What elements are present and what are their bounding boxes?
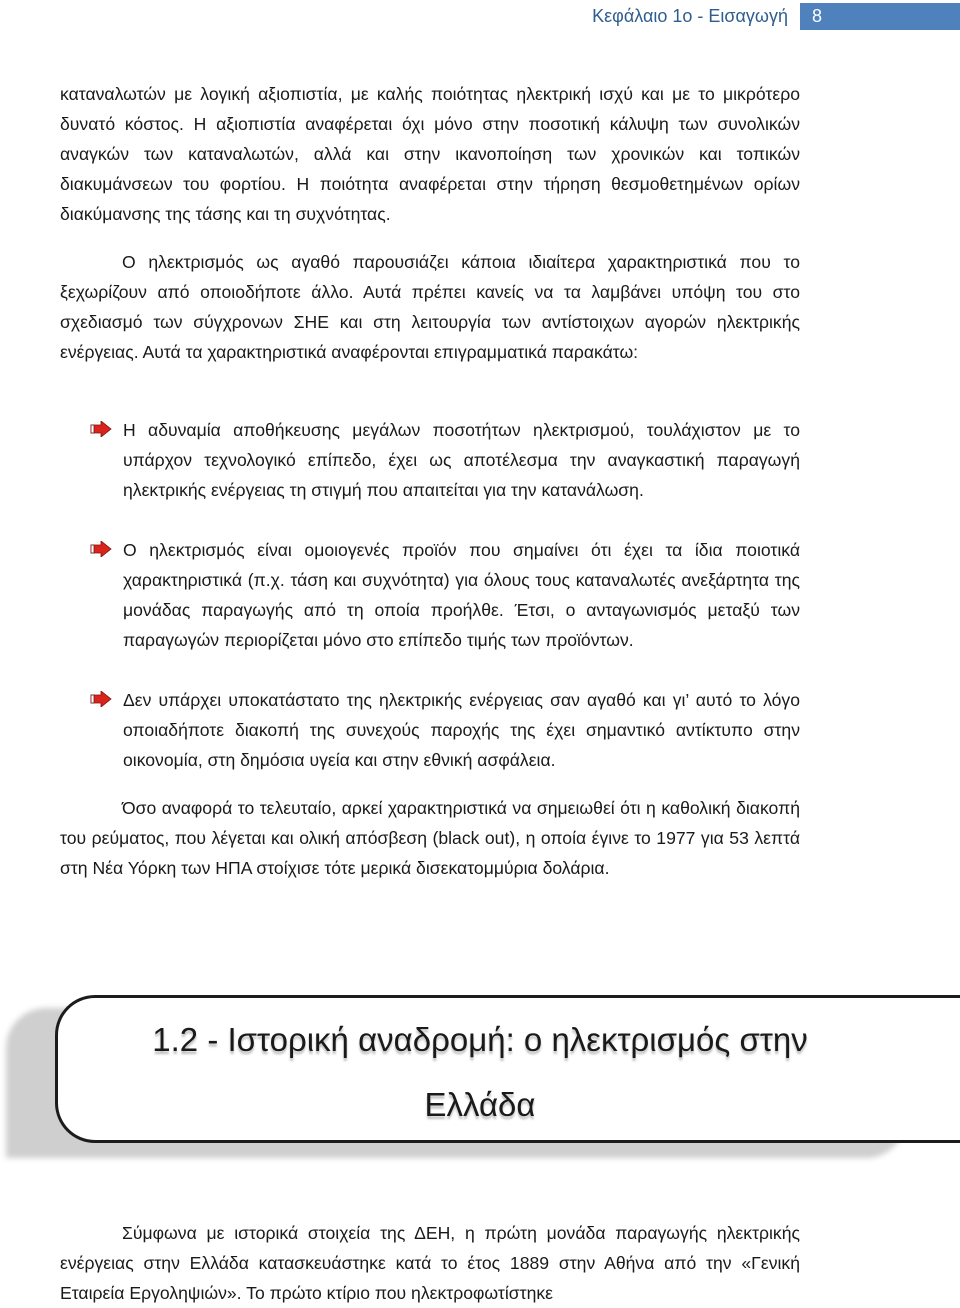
section-heading-line-1: 1.2 - Ιστορική αναδρομή: ο ηλεκτρισμός στην [152, 1021, 808, 1058]
right-arrow-icon [90, 541, 112, 557]
bullet-item-2: Ο ηλεκτρισμός είναι ομοιογενές προϊόν που σημαίνει ότι έχει τα ίδια ποιοτικά χαρακτηριστικά (π.χ. τάση και συχνότητα) για όλους τους καταναλωτές ανεξάρτητα της μονάδας παραγωγής από τη οποία προήλθε. Έτσι, ο ανταγωνισμός μεταξύ των παραγωγών περιορίζεται μόνο στο επίπεδο τιμής των προϊόντων. [123, 540, 800, 650]
paragraph-3: Όσο αναφορά το τελευταίο, αρκεί χαρακτηριστικά να σημειωθεί ότι η καθολική διακοπή του ρεύματος, που λέγεται και ολική απόσβεση (black out), η οποία έγινε το 1977 για 53 λεπτά στη Νέα Υόρκη των ΗΠΑ στοίχισε τότε μερικά δισεκατομμύρια δολάρια. [60, 798, 800, 878]
bullet-item-1: Η αδυναμία αποθήκευσης μεγάλων ποσοτήτων ηλεκτρισμού, τουλάχιστον με το υπάρχον τεχνολογικό επίπεδο, έχει ως αποτέλεσμα την αναγκαστική παραγωγή ηλεκτρικής ενέργειας τη στιγμή που απαιτείται για την κατανάλωση. [123, 420, 800, 500]
chapter-title: Κεφάλαιο 1ο - Εισαγωγή [592, 6, 788, 26]
page-header [0, 0, 960, 36]
paragraph-2: Ο ηλεκτρισμός ως αγαθό παρουσιάζει κάποια ιδιαίτερα χαρακτηριστικά που το ξεχωρίζουν από οποιοδήποτε άλλο. Αυτά πρέπει κανείς να τα λαμβάνει υπόψη του στο σχεδιασμό των σύγχρονων ΣΗΕ και στη λειτουργία των αντίστοιχων αγορών ηλεκτρικής ενέργειας. Αυτά τα χαρακτηριστικά αναφέρονται επιγραμματικά παρακάτω: [60, 252, 800, 362]
bullet-item-3: Δεν υπάρχει υποκατάστατο της ηλεκτρικής ενέργειας σαν αγαθό και γι’ αυτό το λόγο οποιαδήποτε διακοπή της συνεχούς παροχής της έχει σημαντικό αντίκτυπο στην οικονομία, στη δημόσια υγεία και στην εθνική ασφάλεια. [123, 690, 800, 770]
paragraph-4: Σύμφωνα με ιστορικά στοιχεία της ΔΕΗ, η πρώτη μονάδα παραγωγής ηλεκτρικής ενέργειας στην Ελλάδα κατασκευάστηκε κατά το έτος 1889 στην Αθήνα από την «Γενική Εταιρεία Εργοληψιών». Το πρώτο κτίριο που ηλεκτροφωτίστηκε [60, 1223, 800, 1303]
section-heading-line-2: Ελλάδα [424, 1086, 536, 1123]
paragraph-1: καταναλωτών με λογική αξιοπιστία, με καλής ποιότητας ηλεκτρική ισχύ και με το μικρότερο δυνατό κόστος. Η αξιοπιστία αναφέρεται όχι μόνο στην ποσοτική κάλυψη των συνολικών αναγκών των καταναλωτών, αλλά και στην ικανοποίηση των χρονικών και τοπικών διακυμάνσεων του φορτίου. Η ποιότητα αναφέρεται στην τήρηση θεσμοθετημένων ορίων διακύμανσης της τάσης και τη συχνότητας. [60, 84, 800, 224]
page-number: 8 [800, 3, 960, 30]
right-arrow-icon [90, 421, 112, 437]
right-arrow-icon [90, 691, 112, 707]
